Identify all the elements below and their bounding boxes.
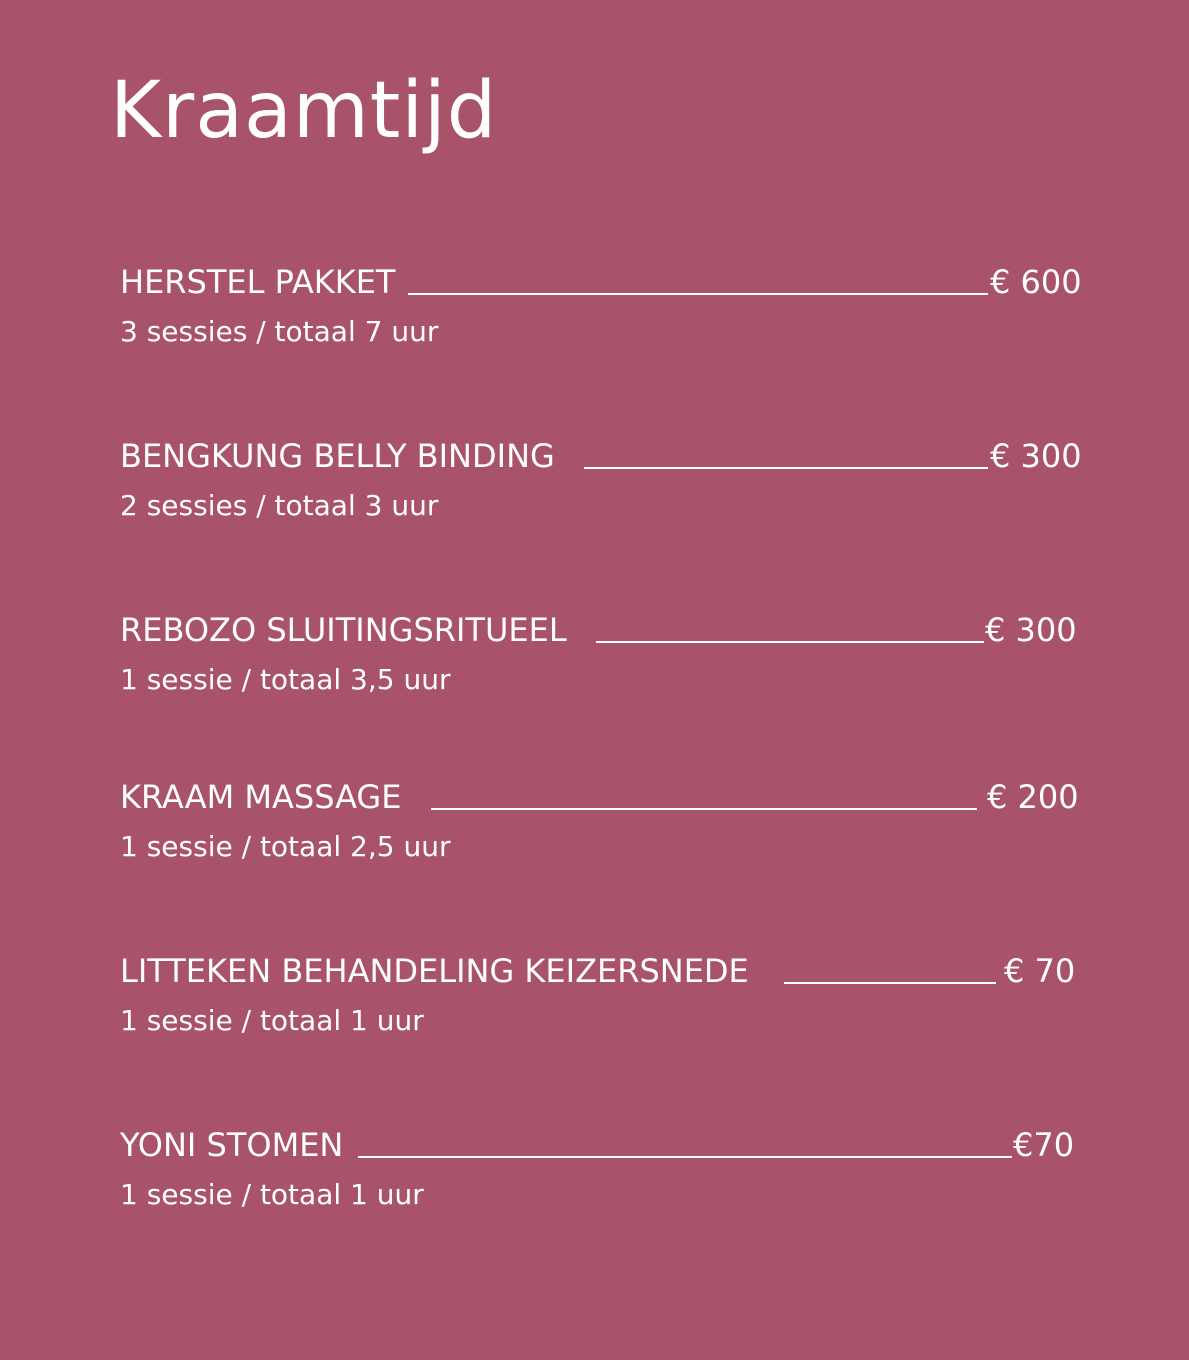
leader-line <box>584 467 988 469</box>
price-list-item <box>120 434 1082 522</box>
item-details: 3 sessies / totaal 7 uur <box>120 315 439 348</box>
item-details: 1 sessie / totaal 2,5 uur <box>120 830 451 863</box>
item-row <box>120 949 1080 993</box>
item-row <box>120 260 1080 304</box>
item-name: KRAAM MASSAGE <box>120 778 402 816</box>
price-list-item <box>120 775 1080 863</box>
item-name: REBOZO SLUITINGSRITUEEL <box>120 611 567 649</box>
item-price: €70 <box>1013 1126 1075 1164</box>
page-title: Kraamtijd <box>110 66 498 156</box>
price-list-item <box>120 1123 1080 1211</box>
item-price: € 300 <box>990 437 1082 475</box>
item-row <box>120 775 1080 819</box>
item-row <box>120 434 1080 478</box>
item-row <box>120 608 1080 652</box>
price-list-item <box>120 608 1080 696</box>
price-list-item <box>120 949 1080 1037</box>
item-price: € 600 <box>990 263 1082 301</box>
item-name: LITTEKEN BEHANDELING KEIZERSNEDE <box>120 952 749 990</box>
item-name: YONI STOMEN <box>120 1126 344 1164</box>
item-details: 2 sessies / totaal 3 uur <box>120 489 439 522</box>
item-price: € 300 <box>985 611 1077 649</box>
item-price: € 70 <box>1004 952 1076 990</box>
item-details: 1 sessie / totaal 1 uur <box>120 1178 424 1211</box>
item-row <box>120 1123 1080 1167</box>
leader-line <box>431 808 977 810</box>
leader-line <box>596 641 984 643</box>
item-price: € 200 <box>987 778 1079 816</box>
item-details: 1 sessie / totaal 3,5 uur <box>120 663 451 696</box>
price-list-item <box>120 260 1082 348</box>
item-name: HERSTEL PAKKET <box>120 263 396 301</box>
item-details: 1 sessie / totaal 1 uur <box>120 1004 424 1037</box>
leader-line <box>358 1156 1012 1158</box>
leader-line <box>408 293 988 295</box>
leader-line <box>784 982 996 984</box>
item-name: BENGKUNG BELLY BINDING <box>120 437 555 475</box>
